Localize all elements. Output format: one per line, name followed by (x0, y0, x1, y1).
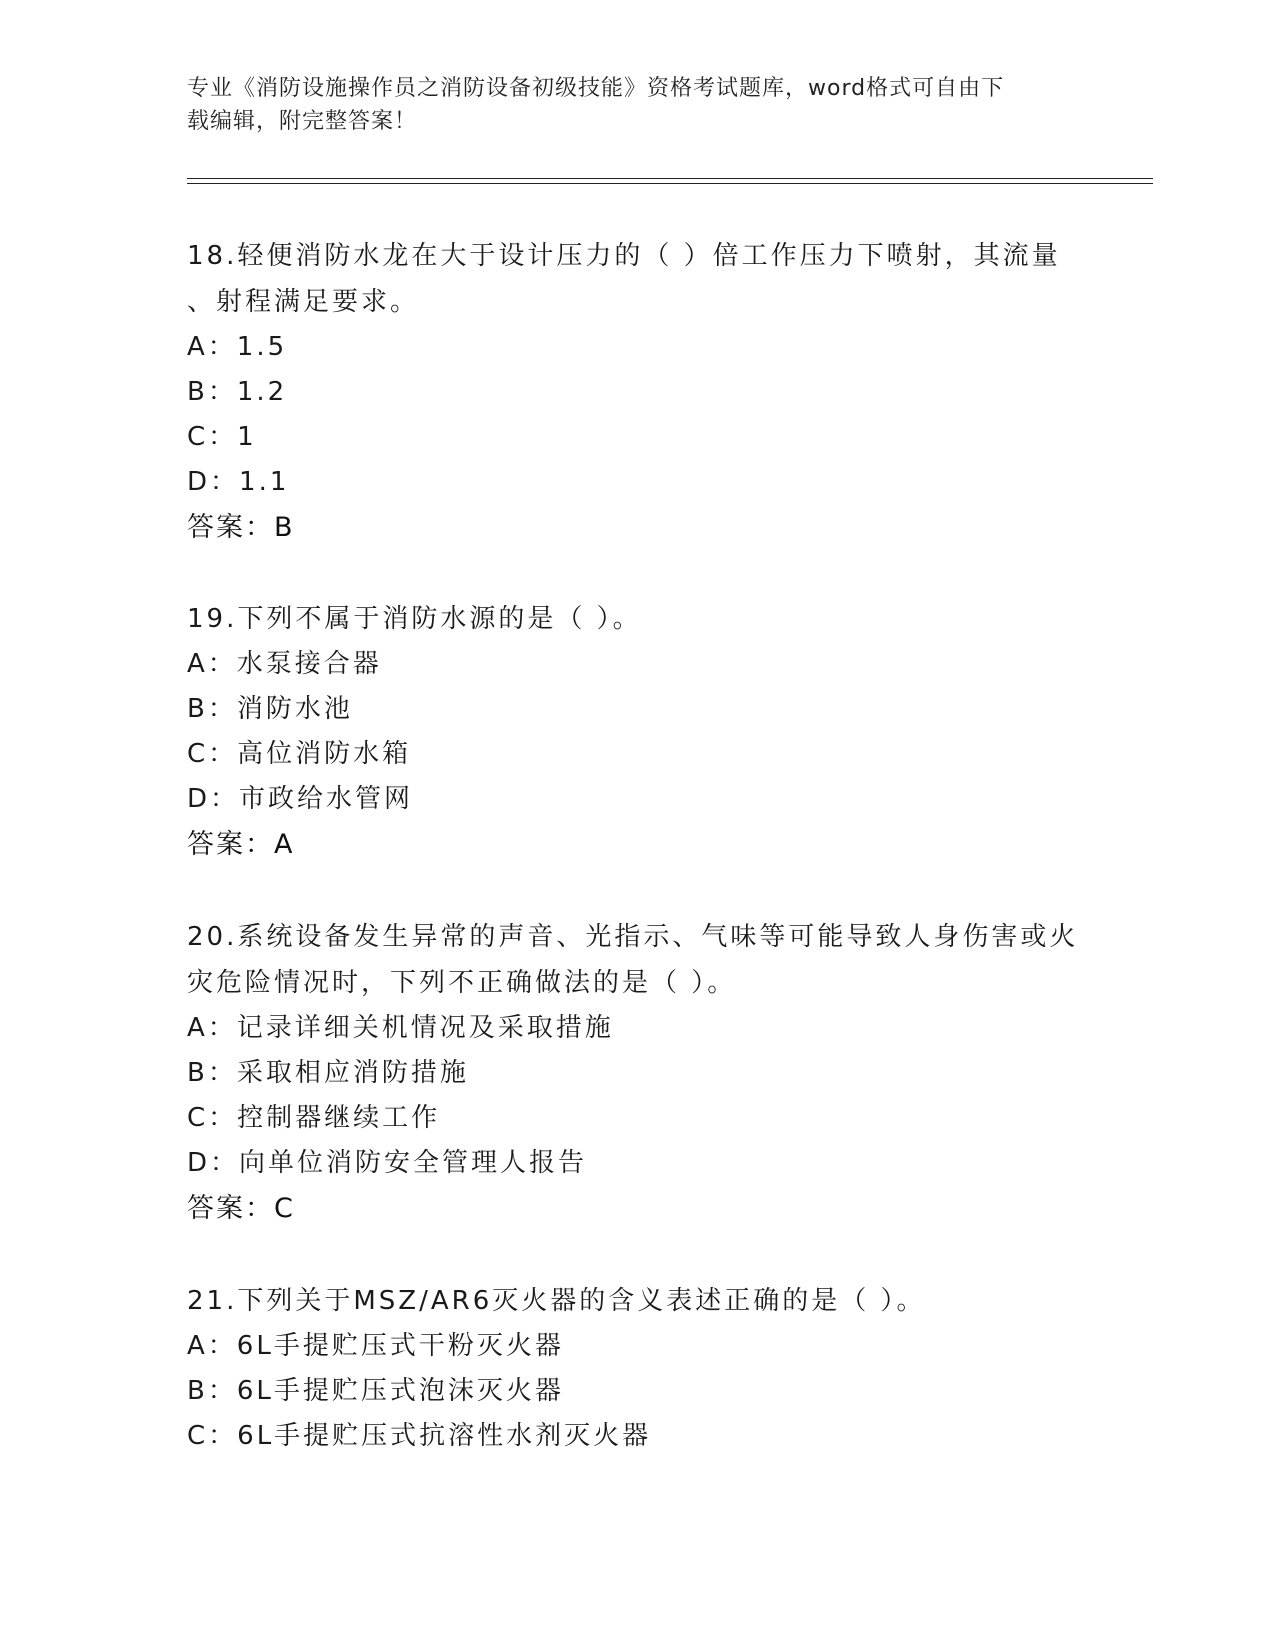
answer: 答案：A (187, 829, 295, 860)
header-line-2: 载编辑，附完整答案！ (187, 109, 418, 134)
option-c: C：控制器继续工作 (187, 1103, 441, 1133)
option-b: B：1.2 (187, 377, 288, 407)
header-line-1: 专业《消防设施操作员之消防设备初级技能》资格考试题库，word格式可自由下 (187, 76, 1005, 101)
question-stem-line: 20.系统设备发生异常的声音、光指示、气味等可能导致人身伤害或火 (187, 922, 1079, 952)
question-stem-line: 、射程满足要求。 (187, 287, 420, 317)
document-header (187, 72, 1087, 138)
question-21 (187, 1278, 1087, 1459)
question-stem-line: 21.下列关于MSZ/AR6灭火器的含义表述正确的是（ ）。 (187, 1286, 926, 1316)
question-19 (187, 596, 1087, 868)
option-a: A：记录详细关机情况及采取措施 (187, 1013, 614, 1043)
option-b: B：6L手提贮压式泡沫灭火器 (187, 1376, 564, 1406)
answer: 答案：B (187, 512, 295, 543)
option-d: D：1.1 (187, 467, 290, 497)
answer: 答案：C (187, 1193, 295, 1224)
option-a: A：6L手提贮压式干粉灭火器 (187, 1331, 564, 1361)
option-d: D：向单位消防安全管理人报告 (187, 1148, 588, 1178)
option-c: C：1 (187, 422, 257, 452)
option-b: B：消防水池 (187, 694, 353, 724)
option-a: A：水泵接合器 (187, 649, 382, 679)
question-stem-line: 18.轻便消防水龙在大于设计压力的（ ）倍工作压力下喷射，其流量 (187, 241, 1061, 271)
question-stem (187, 1278, 1087, 1324)
question-stem (187, 596, 1087, 642)
option-a: A：1.5 (187, 332, 288, 362)
question-stem-line: 灾危险情况时，下列不正确做法的是（ ）。 (187, 968, 737, 998)
header-divider-top (187, 178, 1153, 179)
option-c: C：6L手提贮压式抗溶性水剂灭火器 (187, 1421, 652, 1451)
option-b: B：采取相应消防措施 (187, 1058, 469, 1088)
question-stem (187, 233, 1087, 325)
question-20 (187, 914, 1087, 1232)
question-stem (187, 914, 1087, 1006)
question-stem-line: 19.下列不属于消防水源的是（ ）。 (187, 604, 642, 634)
header-divider-bottom (187, 183, 1153, 184)
option-c: C：高位消防水箱 (187, 739, 412, 769)
question-18 (187, 233, 1087, 551)
option-d: D：市政给水管网 (187, 784, 414, 814)
